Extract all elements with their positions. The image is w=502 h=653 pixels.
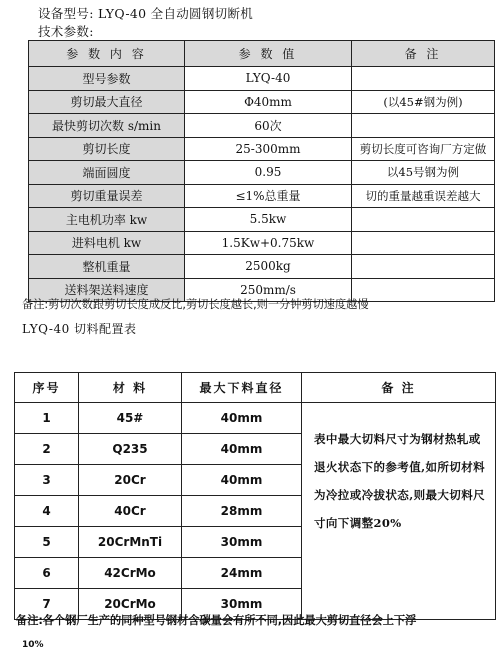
material-col-remark: 备 注 <box>302 373 496 403</box>
spec-footnote: 备注:剪切次数跟剪切长度成反比,剪切长度越长,则一分钟剪切速度越慢 <box>22 298 369 311</box>
spec-cell-value: 2500kg <box>185 255 352 279</box>
spec-col-value: 参 数 值 <box>185 41 352 67</box>
spec-cell-note: 以45号钢为例 <box>352 161 495 185</box>
spec-cell-value: 5.5kw <box>185 208 352 232</box>
material-remark: 表中最大切料尺寸为钢材热轧或退火状态下的参考值,如所切材料为冷拉或冷拔状态,则最大切料尺寸向下调整20% <box>302 403 496 620</box>
material-footnote: 备注:各个钢厂生产的同种型号钢材含碳量会有所不同,因此最大剪切直径会上下浮 <box>16 614 417 627</box>
spec-cell-param: 剪切最大直径 <box>29 90 185 114</box>
material-col-no: 序号 <box>15 373 79 403</box>
spec-cell-param: 整机重量 <box>29 255 185 279</box>
material-cell-no: 7 <box>15 589 79 620</box>
spec-cell-value: ≤1%总重量 <box>185 184 352 208</box>
material-cell-no: 1 <box>15 403 79 434</box>
material-cell-no: 6 <box>15 558 79 589</box>
spec-row <box>29 90 495 114</box>
material-cell-no: 3 <box>15 465 79 496</box>
material-cell-diameter: 24mm <box>182 558 302 589</box>
spec-cell-note <box>352 231 495 255</box>
spec-cell-value: 1.5Kw+0.75kw <box>185 231 352 255</box>
material-cell-material: 20CrMnTi <box>79 527 182 558</box>
spec-cell-note <box>352 255 495 279</box>
spec-row <box>29 67 495 91</box>
material-cell-no: 5 <box>15 527 79 558</box>
tech-params-label: 技术参数: <box>38 24 94 39</box>
material-cell-no: 4 <box>15 496 79 527</box>
spec-cell-note: (以45#钢为例) <box>352 90 495 114</box>
material-col-diameter: 最大下料直径 <box>182 373 302 403</box>
spec-cell-param: 最快剪切次数 s/min <box>29 114 185 138</box>
config-table-title: LYQ-40 切料配置表 <box>22 322 137 336</box>
spec-cell-note <box>352 67 495 91</box>
spec-cell-param: 型号参数 <box>29 67 185 91</box>
material-cell-diameter: 28mm <box>182 496 302 527</box>
material-cell-material: 20Cr <box>79 465 182 496</box>
spec-cell-note: 切的重量越重误差越大 <box>352 184 495 208</box>
material-cell-diameter: 30mm <box>182 589 302 620</box>
spec-cell-value: Φ40mm <box>185 90 352 114</box>
spec-row <box>29 208 495 232</box>
material-cell-material: 45# <box>79 403 182 434</box>
material-cell-material: 42CrMo <box>79 558 182 589</box>
material-col-material: 材 料 <box>79 373 182 403</box>
spec-cell-note <box>352 278 495 302</box>
material-cell-diameter: 40mm <box>182 465 302 496</box>
spec-cell-param: 剪切长度 <box>29 137 185 161</box>
spec-row <box>29 231 495 255</box>
material-cell-diameter: 40mm <box>182 403 302 434</box>
spec-cell-param: 进料电机 kw <box>29 231 185 255</box>
material-cell-diameter: 40mm <box>182 434 302 465</box>
spec-table <box>28 40 495 302</box>
spec-cell-value: LYQ-40 <box>185 67 352 91</box>
spec-cell-note: 剪切长度可咨询厂方定做 <box>352 137 495 161</box>
model-line: 设备型号: LYQ-40 全自动圆钢切断机 <box>38 6 254 21</box>
spec-cell-param: 主电机功率 kw <box>29 208 185 232</box>
spec-row <box>29 114 495 138</box>
material-row <box>15 403 496 434</box>
spec-cell-value: 25-300mm <box>185 137 352 161</box>
spec-row <box>29 184 495 208</box>
spec-cell-value: 60次 <box>185 114 352 138</box>
spec-cell-note <box>352 114 495 138</box>
spec-cell-value: 250mm/s <box>185 278 352 302</box>
spec-header-row <box>29 41 495 67</box>
material-cell-material: 40Cr <box>79 496 182 527</box>
spec-row <box>29 161 495 185</box>
spec-col-note: 备 注 <box>352 41 495 67</box>
spec-row <box>29 137 495 161</box>
material-cell-no: 2 <box>15 434 79 465</box>
material-cell-diameter: 30mm <box>182 527 302 558</box>
spec-row <box>29 255 495 279</box>
material-footnote-cont: 10% <box>22 640 44 650</box>
material-cell-material: 20CrMo <box>79 589 182 620</box>
material-table <box>14 372 496 620</box>
material-header-row <box>15 373 496 403</box>
material-cell-material: Q235 <box>79 434 182 465</box>
spec-cell-param: 剪切重量误差 <box>29 184 185 208</box>
spec-cell-note <box>352 208 495 232</box>
spec-col-param: 参 数 内 容 <box>29 41 185 67</box>
spec-cell-param: 送料架送料速度 <box>29 278 185 302</box>
spec-cell-param: 端面圆度 <box>29 161 185 185</box>
spec-cell-value: 0.95 <box>185 161 352 185</box>
